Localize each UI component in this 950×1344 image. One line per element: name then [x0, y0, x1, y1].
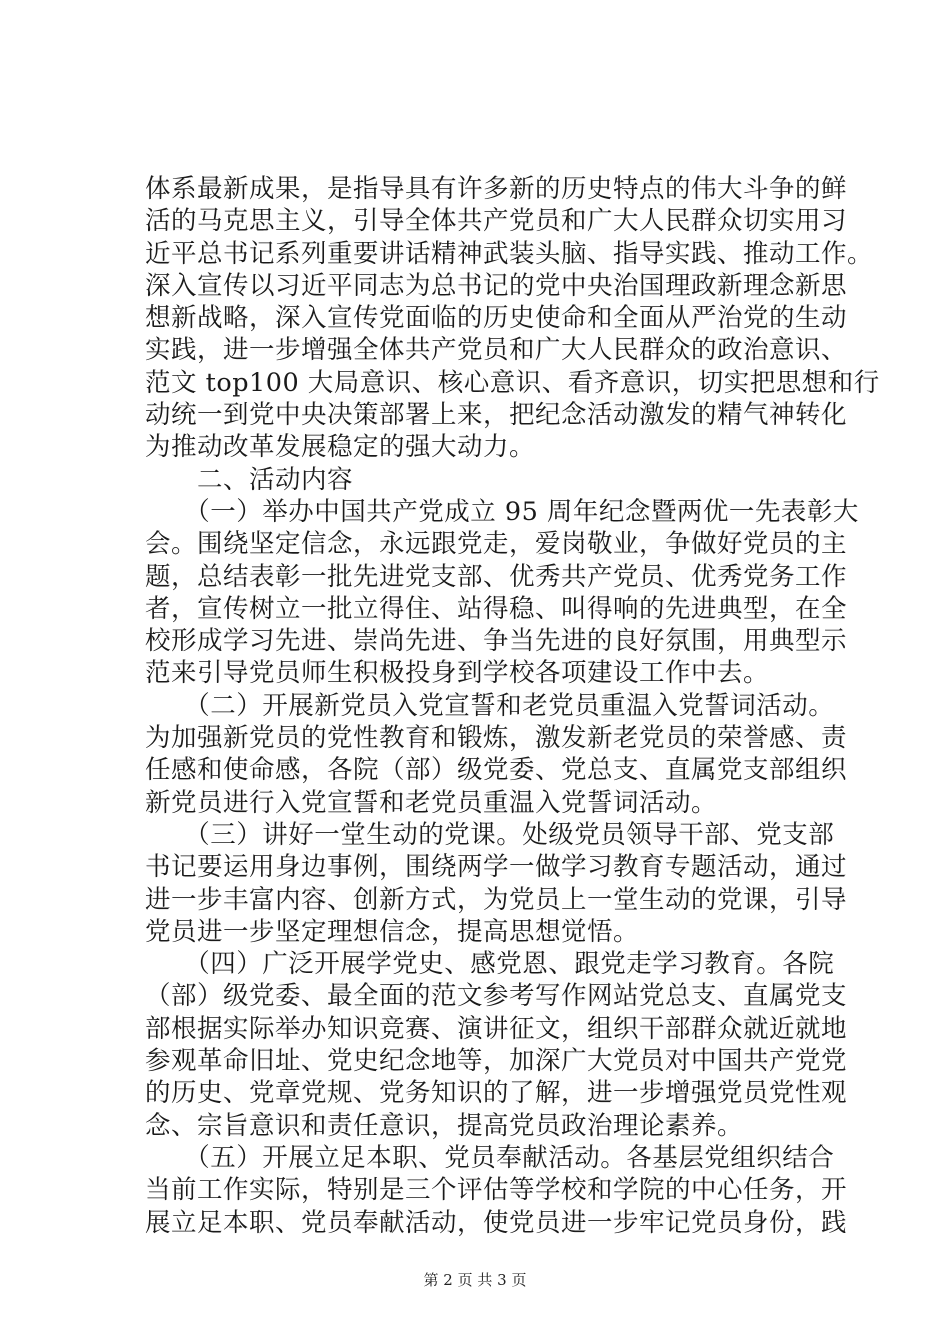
text-line: （一）举办中国共产党成立 95 周年纪念暨两优一先表彰大 [145, 496, 859, 527]
text-line: 范来引导党员师生积极投身到学校各项建设工作中去。 [145, 658, 770, 689]
document-body [145, 173, 880, 1239]
text-line: 党员进一步坚定理想信念，提高思想觉悟。 [145, 916, 640, 947]
text-line: 书记要运用身边事例，围绕两学一做学习教育专题活动，通过 [145, 852, 848, 883]
text-line: 深入宣传以习近平同志为总书记的党中央治国理政新理念新思 [145, 270, 848, 301]
text-line: 者，宣传树立一批立得住、站得稳、叫得响的先进典型，在全 [145, 593, 848, 624]
text-line: 想新战略，深入宣传党面临的历史使命和全面从严治党的生动 [145, 303, 848, 334]
text-line: 活的马克思主义，引导全体共产党员和广大人民群众切实用习 [145, 206, 848, 237]
text-line: 参观革命旧址、党史纪念地等，加深广大党员对中国共产党党 [145, 1046, 848, 1077]
text-line: （四）广泛开展学党史、感党恩、跟党走学习教育。各院 [145, 949, 835, 980]
text-line: （三）讲好一堂生动的党课。处级党员领导干部、党支部 [145, 819, 835, 850]
text-line: 的历史、党章党规、党务知识的了解，进一步增强党员党性观 [145, 1078, 848, 1109]
text-line: 为加强新党员的党性教育和锻炼，激发新老党员的荣誉感、责 [145, 723, 848, 754]
text-line: （部）级党委、最全面的范文参考写作网站党总支、直属党支 [145, 981, 848, 1012]
text-line: 为推动改革发展稳定的强大动力。 [145, 432, 536, 463]
text-line: 题，总结表彰一批先进党支部、优秀共产党员、优秀党务工作 [145, 561, 848, 592]
text-line: （五）开展立足本职、党员奉献活动。各基层党组织结合 [145, 1142, 835, 1173]
text-line: 二、活动内容 [145, 464, 354, 495]
text-line: 动统一到党中央决策部署上来，把纪念活动激发的精气神转化 [145, 400, 848, 431]
text-line: （二）开展新党员入党宣誓和老党员重温入党誓词活动。 [145, 690, 835, 721]
page-footer: 第 2 页 共 3 页 [423, 1271, 527, 1289]
text-line: 体系最新成果，是指导具有许多新的历史特点的伟大斗争的鲜 [145, 174, 848, 204]
text-line: 实践，进一步增强全体共产党员和广大人民群众的政治意识、 [145, 335, 848, 366]
text-line: 校形成学习先进、崇尚先进、争当先进的良好氛围，用典型示 [145, 626, 848, 657]
text-line: 近平总书记系列重要讲话精神武装头脑、指导实践、推动工作。 [145, 238, 874, 269]
text-line: 念、宗旨意识和责任意识，提高党员政治理论素养。 [145, 1110, 744, 1141]
text-line: 范文 top100 大局意识、核心意识、看齐意识，切实把思想和行 [145, 367, 880, 398]
text-line: 会。围绕坚定信念，永远跟党走，爱岗敬业，争做好党员的主 [145, 529, 848, 560]
text-line: 新党员进行入党宣誓和老党员重温入党誓词活动。 [145, 787, 718, 818]
text-line: 部根据实际举办知识竞赛、演讲征文，组织干部群众就近就地 [145, 1013, 848, 1044]
text-line: 任感和使命感，各院（部）级党委、党总支、直属党支部组织 [145, 755, 848, 786]
text-line: 展立足本职、党员奉献活动，使党员进一步牢记党员身份，践 [145, 1207, 848, 1238]
text-line: 当前工作实际，特别是三个评估等学校和学院的中心任务，开 [145, 1175, 848, 1206]
text-line: 进一步丰富内容、创新方式，为党员上一堂生动的党课，引导 [145, 884, 848, 915]
